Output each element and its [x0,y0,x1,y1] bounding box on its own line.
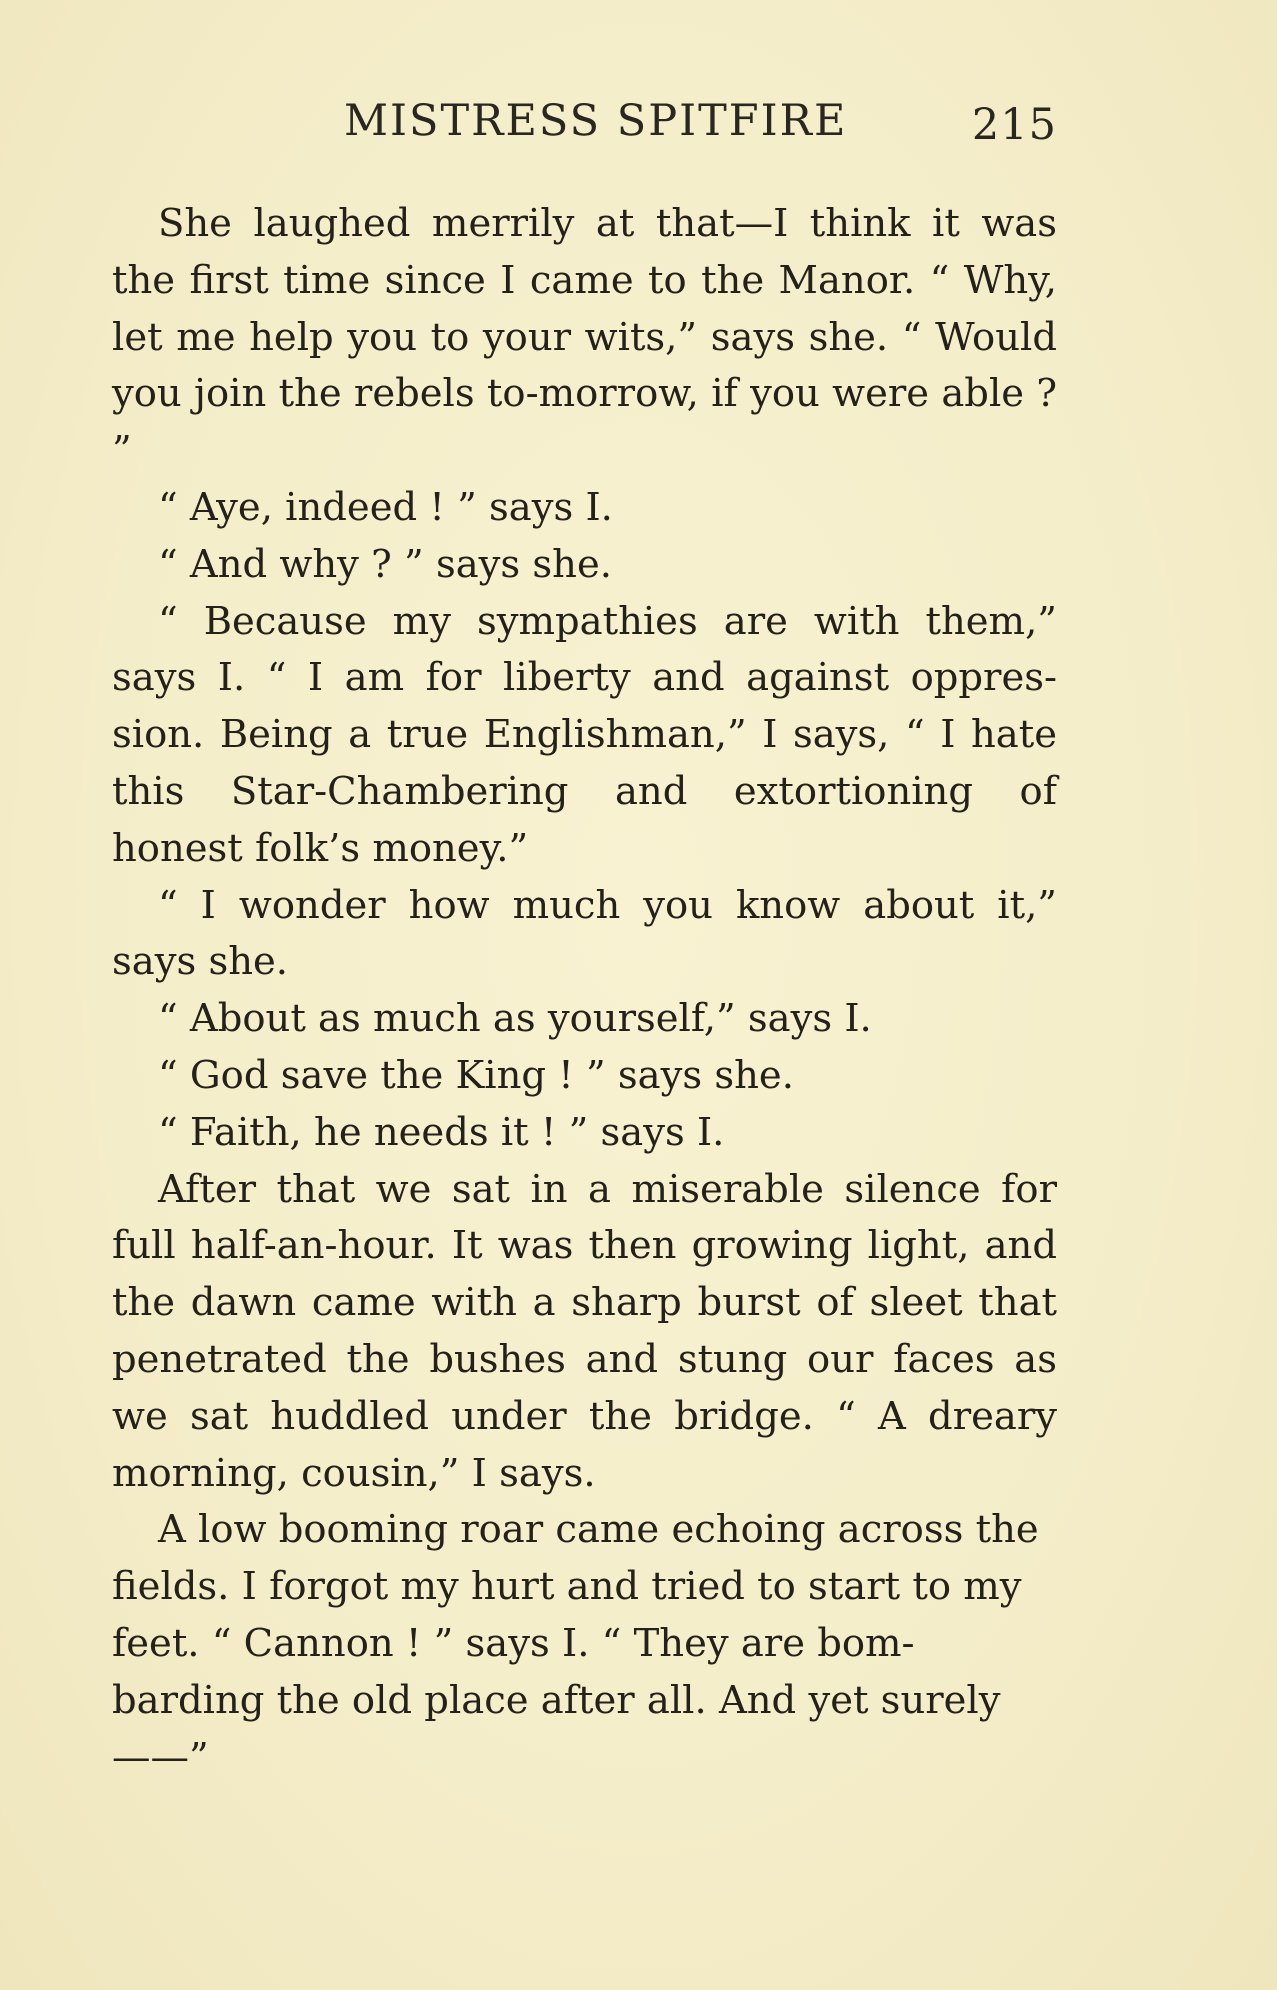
paragraph: She laughed merrily at that—I think it was the first time since I came to the Manor. “ Why, let me help you to your wits,” says she. “ Would you join the rebels to-morrow, if you were able ? ” [112,201,1057,474]
paragraph: “ And why ? ” says she. [158,541,612,587]
paragraph: “ Because my sympathies are with them,” says I. “ I am for liberty and against oppres-sion. Being a true Englishman,” I says, “ I hate this Star-Chambering and extortioning of honest folk’s money.” [112,598,1057,871]
paragraph: “ Faith, he needs it ! ” says I. [158,1109,725,1155]
paragraph: “ About as much as yourself,” says I. [158,996,872,1042]
paragraph: After that we sat in a miserable silence for full half-an-hour. It was then growing light, and the dawn came with a sharp burst of sleet that penetrated the bushes and stung our faces as we sat huddled under the bridge. “ A dreary morning, cousin,” I says. [112,1166,1057,1496]
paragraph: “ Aye, indeed ! ” says I. [158,484,613,530]
paragraph: A low booming roar came echoing across the fields. I forgot my hurt and tried to start to my feet. “ Cannon ! ” says I. “ They are bom-barding the old place after all. And yet surely——” [112,1507,1039,1780]
page-number: 215 [971,100,1057,150]
page-header [112,96,1057,156]
paragraph: “ God save the King ! ” says she. [158,1052,794,1098]
paragraph: “ I wonder how much you know about it,” says she. [112,882,1057,985]
running-head: MISTRESS SPITFIRE [344,96,848,146]
body-text [112,196,1057,1786]
